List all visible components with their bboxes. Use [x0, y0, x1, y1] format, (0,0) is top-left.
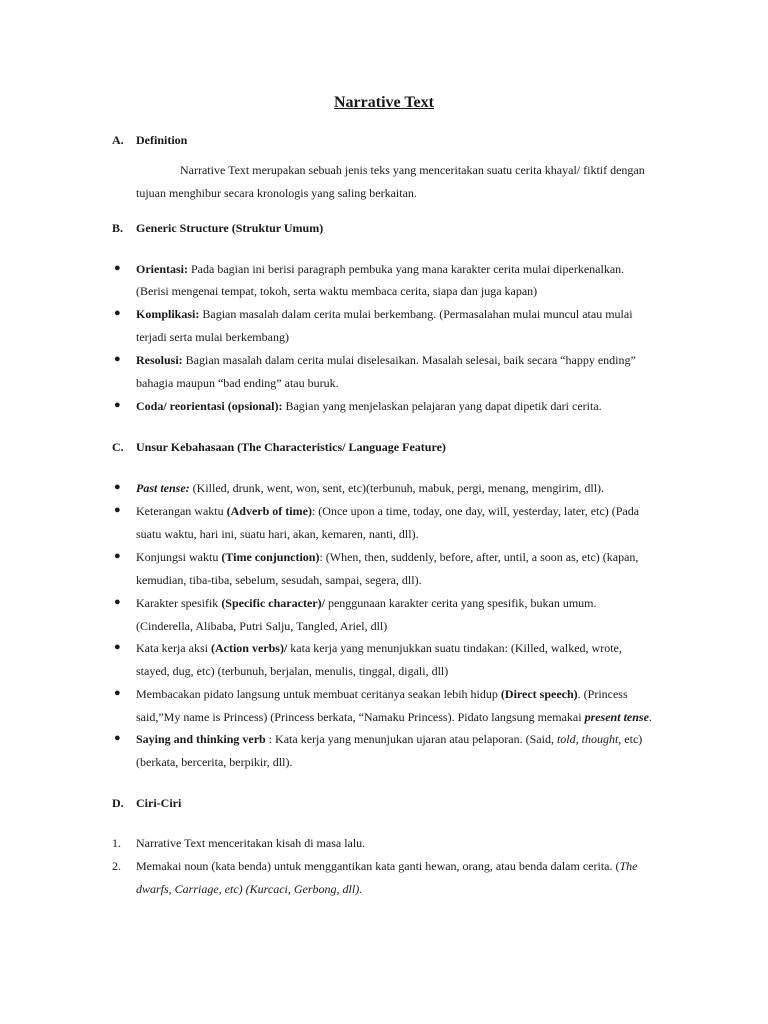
bullet-icon: ●: [114, 596, 121, 608]
item-text: (Cinderella, Alibaba, Putri Salju, Tangled, Ariel, dll): [136, 619, 388, 633]
definition-line: tujuan menghibur secara kronologis yang saling berkaitan.: [136, 186, 417, 200]
bullet-icon: ●: [114, 262, 121, 274]
item-text: : Kata kerja yang menunjukan ujaran atau pelaporan. (Said,: [265, 732, 557, 746]
section-title: Generic Structure (Struktur Umum): [136, 221, 324, 235]
bullet-icon: ●: [114, 353, 121, 365]
term: (Adverb of time): [226, 504, 312, 518]
item-text-italic: The: [619, 859, 638, 873]
term: (Time conjunction): [221, 550, 320, 564]
bullet-icon: ●: [114, 687, 121, 699]
item-text: Bagian yang menjelaskan pelajaran yang dapat dipetik dari cerita.: [282, 399, 602, 413]
section-title: Ciri-Ciri: [136, 796, 182, 810]
item-text: Bagian masalah dalam cerita mulai diselesaikan. Masalah selesai, baik secara “happy ending”: [182, 353, 636, 367]
term: Past tense:: [136, 481, 190, 495]
item-text: penggunaan karakter cerita yang spesifik, bukan umum.: [324, 596, 597, 610]
section-b-heading: [112, 221, 323, 236]
item-text: Keterangan waktu: [136, 504, 227, 518]
section-a-heading: [112, 133, 187, 148]
section-c-heading: [112, 440, 446, 455]
item-text: (Killed, drunk, went, won, sent, etc)(terbunuh, mabuk, pergi, menang, mengirim, dll).: [189, 481, 605, 495]
item-text: .: [648, 710, 652, 724]
section-d-heading: [112, 796, 181, 811]
section-letter: A.: [112, 133, 124, 147]
bullet-icon: ●: [114, 641, 121, 653]
item-text: bahagia maupun “bad ending” atau buruk.: [136, 376, 339, 390]
item-text-italic: told, thought,: [556, 732, 622, 746]
bullet-icon: ●: [114, 307, 121, 319]
item-text: said,”My name is Princess) (Princess berkata, “Namaku Princess). Pidato langsung memakai: [136, 710, 585, 724]
section-title: Definition: [136, 133, 188, 147]
item-text: (Berisi mengenai tempat, tokoh, serta waktu membaca cerita, siapa dan juga kapan): [136, 284, 538, 298]
item-text: Pada bagian ini berisi paragraph pembuka yang mana karakter cerita mulai diperkenalkan.: [188, 262, 625, 276]
item-text: . (Princess: [577, 687, 628, 701]
term: present tense: [584, 710, 649, 724]
bullet-icon: ●: [114, 399, 121, 411]
item-text: suatu waktu, hari ini, suatu hari, akan, kemaren, nanti, dll).: [136, 527, 419, 541]
term: Resolusi:: [136, 353, 183, 367]
item-text: : (When, then, suddenly, before, after, until, a soon as, etc) (kapan,: [319, 550, 639, 564]
item-text: Narrative Text menceritakan kisah di masa lalu.: [136, 836, 366, 850]
item-text: kemudian, tiba-tiba, sebelum, sesudah, sampai, segera, dll).: [136, 573, 422, 587]
term: (Specific character)/: [221, 596, 325, 610]
item-text-italic: dwarfs, Carriage, etc) (Kurcaci, Gerbong, dll).: [136, 882, 363, 896]
item-text: kata kerja yang menunjukkan suatu tindakan: (Killed, walked, wrote,: [287, 641, 622, 655]
term: Coda/ reorientasi (opsional):: [136, 399, 283, 413]
term: Komplikasi:: [136, 307, 200, 321]
section-letter: D.: [112, 796, 124, 810]
item-text: Memakai noun (kata benda) untuk menggantikan kata ganti hewan, orang, atau benda dalam cerita. (: [136, 859, 620, 873]
bullet-icon: ●: [114, 732, 121, 744]
term: Saying and thinking verb: [136, 732, 266, 746]
bullet-icon: ●: [114, 481, 121, 493]
list-number: 1.: [112, 836, 121, 850]
bullet-icon: ●: [114, 550, 121, 562]
term: (Action verbs)/: [210, 641, 288, 655]
item-text: Karakter spesifik: [136, 596, 222, 610]
item-text: Kata kerja aksi: [136, 641, 211, 655]
definition-line: Narrative Text merupakan sebuah jenis teks yang menceritakan suatu cerita khayal/ fiktif dengan: [180, 163, 645, 177]
item-text: Membacakan pidato langsung untuk membuat ceritanya seakan lebih hidup: [136, 687, 501, 701]
item-text: : (Once upon a time, today, one day, will, yesterday, later, etc) (Pada: [311, 504, 640, 518]
bullet-icon: ●: [114, 504, 121, 516]
item-text: (berkata, bercerita, berpikir, dll).: [136, 755, 293, 769]
section-title: Unsur Kebahasaan (The Characteristics/ Language Feature): [136, 440, 446, 454]
item-text: Konjungsi waktu: [136, 550, 222, 564]
section-letter: C.: [112, 440, 124, 454]
page-title: Narrative Text: [334, 94, 434, 111]
item-text: etc): [621, 732, 643, 746]
section-letter: B.: [112, 221, 124, 235]
term: (Direct speech): [500, 687, 578, 701]
list-number: 2.: [112, 859, 121, 873]
term: Orientasi:: [136, 262, 188, 276]
item-text: Bagian masalah dalam cerita mulai berkembang. (Permasalahan mulai muncul atau mulai: [199, 307, 633, 321]
item-text: terjadi serta mulai berkembang): [136, 330, 289, 344]
item-text: stayed, dug, etc) (terbunuh, berjalan, menulis, tinggal, digali, dll): [136, 664, 449, 678]
